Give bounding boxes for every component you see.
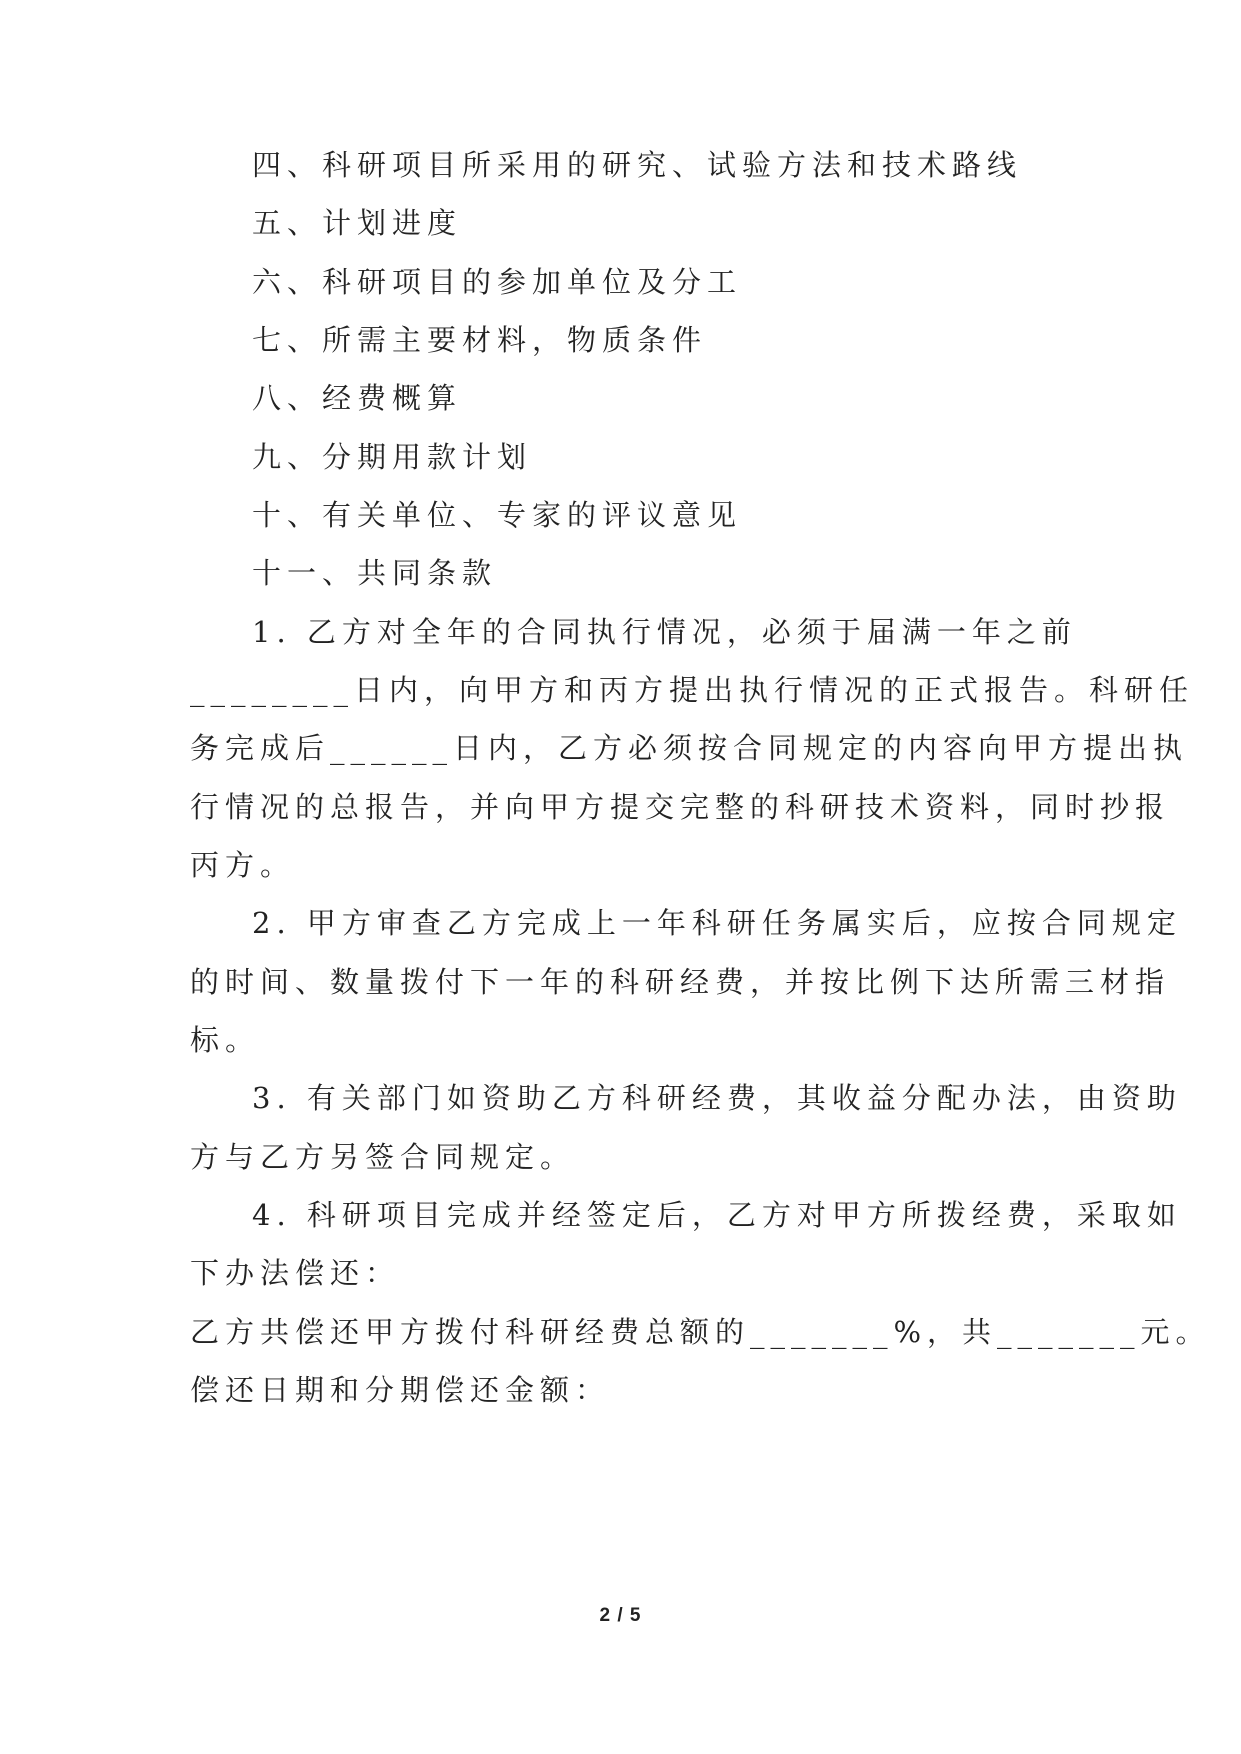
clause-2-line-3: 标。 <box>190 1023 261 1057</box>
heading-four: 四、科研项目所采用的研究、试验方法和技术路线 <box>252 148 1023 182</box>
heading-five: 五、计划进度 <box>252 206 463 240</box>
clause-1-line-3: 务完成后______日内，乙方必须按合同规定的内容向甲方提出执 <box>190 731 1189 765</box>
clause-1-line-4: 行情况的总报告，并向甲方提交完整的科研技术资料，同时抄报 <box>190 790 1171 824</box>
clause-3-line-1: 3. 有关部门如资助乙方科研经费，其收益分配办法，由资助 <box>252 1081 1182 1115</box>
heading-nine: 九、分期用款计划 <box>252 440 533 474</box>
clause-4-line-2: 下办法偿还： <box>190 1256 401 1290</box>
clause-2-line-1: 2. 甲方审查乙方完成上一年科研任务属实后，应按合同规定 <box>252 906 1182 940</box>
heading-six: 六、科研项目的参加单位及分工 <box>252 265 743 299</box>
clause-1-line-2: ________日内，向甲方和丙方提出执行情况的正式报告。科研任 <box>190 673 1195 707</box>
page-number: 2 / 5 <box>599 1605 642 1626</box>
heading-ten: 十、有关单位、专家的评议意见 <box>252 498 743 532</box>
clause-1-line-5: 丙方。 <box>190 848 296 882</box>
clause-1-line-1: 1. 乙方对全年的合同执行情况，必须于届满一年之前 <box>252 615 1077 649</box>
clause-4-line-1: 4. 科研项目完成并经签定后，乙方对甲方所拨经费，采取如 <box>252 1198 1182 1232</box>
heading-eight: 八、经费概算 <box>252 381 463 415</box>
clause-4-line-4: 偿还日期和分期偿还金额： <box>190 1373 611 1407</box>
clause-2-line-2: 的时间、数量拨付下一年的科研经费，并按比例下达所需三材指 <box>190 965 1171 999</box>
clause-4-line-3: 乙方共偿还甲方拨付科研经费总额的_______%，共_______元。 <box>190 1315 1211 1349</box>
heading-eleven: 十一、共同条款 <box>252 556 498 590</box>
heading-seven: 七、所需主要材料，物质条件 <box>252 323 708 357</box>
clause-3-line-2: 方与乙方另签合同规定。 <box>190 1140 576 1174</box>
